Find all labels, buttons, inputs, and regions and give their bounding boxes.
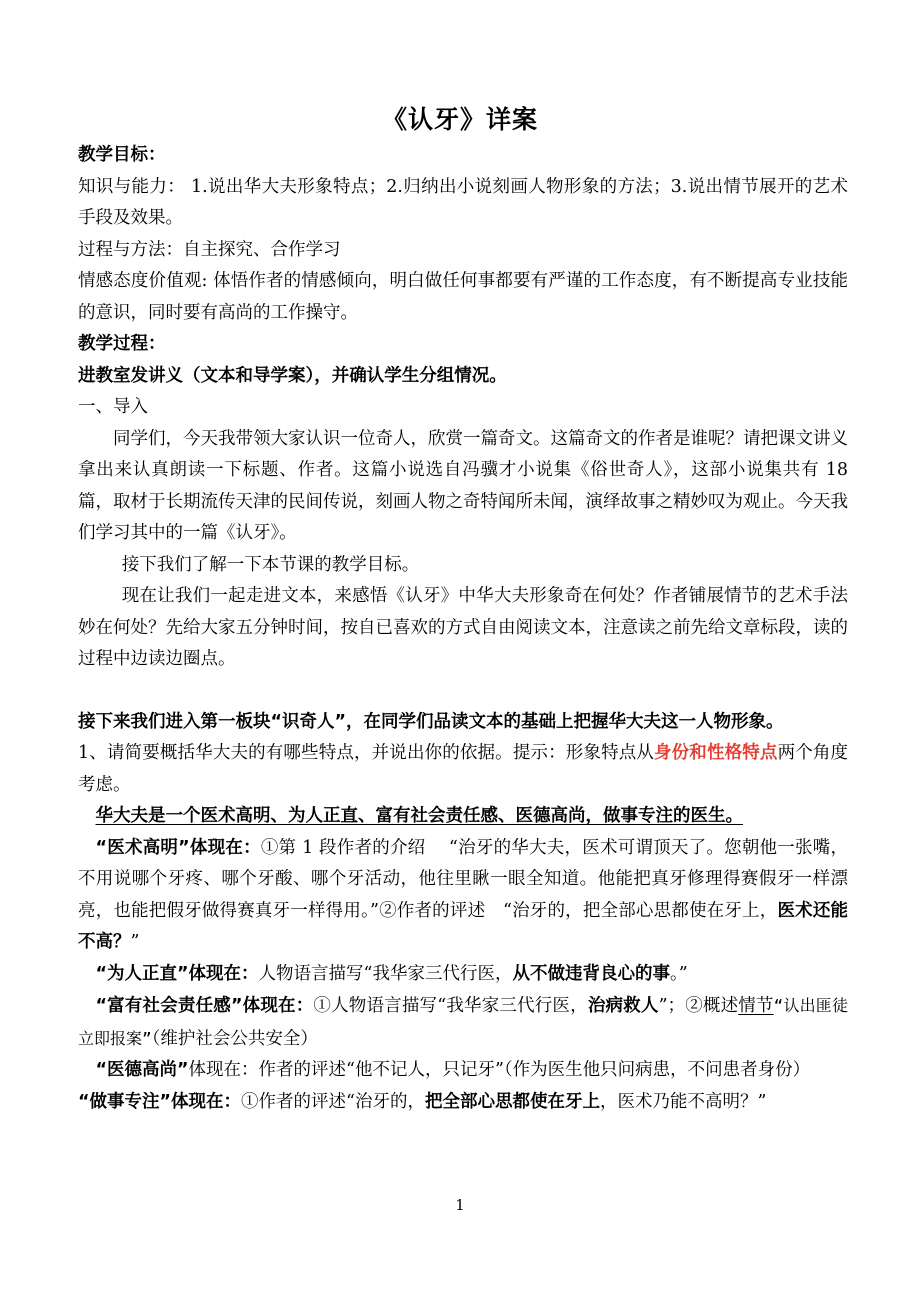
ethics-label: “医德高尚” — [95, 1060, 189, 1080]
skill-text: ①第 1 段作者的介绍 “治牙的华大夫，医术可谓顶天了。您朝他一张嘴，不用说哪个牙疼、哪个牙酸、哪个牙活动，他往里瞅一眼全知道。他能把真牙修理得赛假牙一样漂亮，也能把假牙做得赛真牙一样得用。”②作者的评述 “治牙的，把全部心思都使在牙上， — [78, 837, 848, 921]
page-number: 1 — [455, 1196, 465, 1214]
responsibility-underlined: 情节 — [738, 996, 774, 1016]
focus-bold: 把全部心思都使在牙上 — [424, 1091, 600, 1112]
question-one-end: 两个角度考虑。 — [78, 743, 849, 795]
upright-bold: 从不做违背良心的事 — [512, 963, 670, 984]
upright-text: 人物语言描写“我华家三代行医， — [258, 963, 513, 984]
skill-label: “医术高明”体现在： — [95, 837, 261, 858]
knowledge-objective: 知识与能力： 1.说出华大夫形象特点；2.归纳出小说刻画人物形象的方法；3.说出情节展开的艺术手段及效果。 — [78, 176, 848, 228]
skill-bold: 医术还能不高？ — [78, 900, 849, 952]
focus-label: “做事专注”体现在： — [78, 1091, 242, 1112]
focus-text-2: ，医术乃能不高明？” — [599, 1091, 767, 1112]
upright-label: “为人正直”体现在： — [95, 963, 259, 984]
responsibility-text: ①人物语言描写“我华家三代行医， — [313, 996, 588, 1016]
character-summary-text: 华大夫是一个医术高明、为人正直、富有社会责任感、医德高尚，做事专注的医生。 — [95, 806, 743, 826]
upright-end: 。” — [669, 963, 688, 984]
question-one-text: 1、请简要概括华大夫的有哪些特点，并说出你的依据。提示：形象特点从 — [78, 743, 655, 763]
process-method-objective: 过程与方法：自主探究、合作学习 — [78, 239, 341, 260]
ethics-label-2: 体现在： — [188, 1060, 259, 1080]
process-heading: 教学过程： — [78, 334, 166, 354]
focus-text: ①作者的评述“治牙的， — [241, 1091, 425, 1112]
focus-evidence — [78, 1087, 848, 1119]
ethics-evidence — [78, 1055, 848, 1087]
block-one-heading: 接下来我们进入第一板块“识奇人”，在同学们品读文本的基础上把握华大夫这一人物形象。 — [78, 711, 784, 732]
skill-end: ” — [130, 932, 140, 952]
enter-class-instruction: 进教室发讲义（文本和导学案），并确认学生分组情况。 — [78, 365, 507, 386]
ethics-text: 作者的评述“他不记人，只记牙”（作为医生他只问病患，不问患者身份） — [258, 1060, 811, 1080]
responsibility-note: （维护社会公共安全） — [151, 1028, 318, 1049]
responsibility-bold: 治病救人 — [587, 996, 659, 1016]
objective-transition: 接下我们了解一下本节课的教学目标。 — [121, 554, 420, 575]
responsibility-label: “富有社会责任感”体现在： — [95, 996, 314, 1016]
responsibility-evidence — [78, 990, 848, 1055]
page-title: 《认牙》详案 — [381, 105, 538, 134]
character-summary — [78, 801, 848, 833]
intro-paragraph: 同学们，今天我带领大家认识一位奇人，欣赏一篇奇文。这篇奇文的作者是谁呢？请把课文讲义拿出来认真朗读一下标题、作者。这篇小说选自冯骥才小说集《俗世奇人》，这部小说集共有 18 篇，取材于长期流传天津的民间传说，刻画人物之奇特闻所未闻，演绎故事之精妙叹为观止。今天我们学习其中的一篇《认牙》。 — [78, 428, 848, 543]
skill-evidence — [78, 833, 848, 959]
section-intro-heading: 一、导入 — [78, 397, 148, 417]
document-body — [78, 140, 848, 1118]
blank-line — [78, 676, 848, 707]
responsibility-text-2: ”；②概述 — [658, 996, 739, 1016]
upright-evidence — [78, 959, 848, 991]
question-one-highlight: 身份和性格特点 — [654, 743, 778, 763]
emotion-objective: 情感态度价值观: 体悟作者的情感倾向，明白做任何事都要有严谨的工作态度，有不断提高专业技能的意识，同时要有高尚的工作操守。 — [78, 271, 848, 323]
responsibility-quote: “认出匪徒立即报案” — [78, 996, 848, 1048]
objectives-heading: 教学目标： — [78, 145, 166, 165]
reading-instruction: 现在让我们一起走进文本，来感悟《认牙》中华大夫形象奇在何处？作者铺展情节的艺术手法妙在何处？先给大家五分钟时间，按自已喜欢的方式自由阅读文本，注意读之前先给文章标段，读的过程中边读边圈点。 — [78, 586, 848, 669]
question-one — [78, 738, 848, 801]
